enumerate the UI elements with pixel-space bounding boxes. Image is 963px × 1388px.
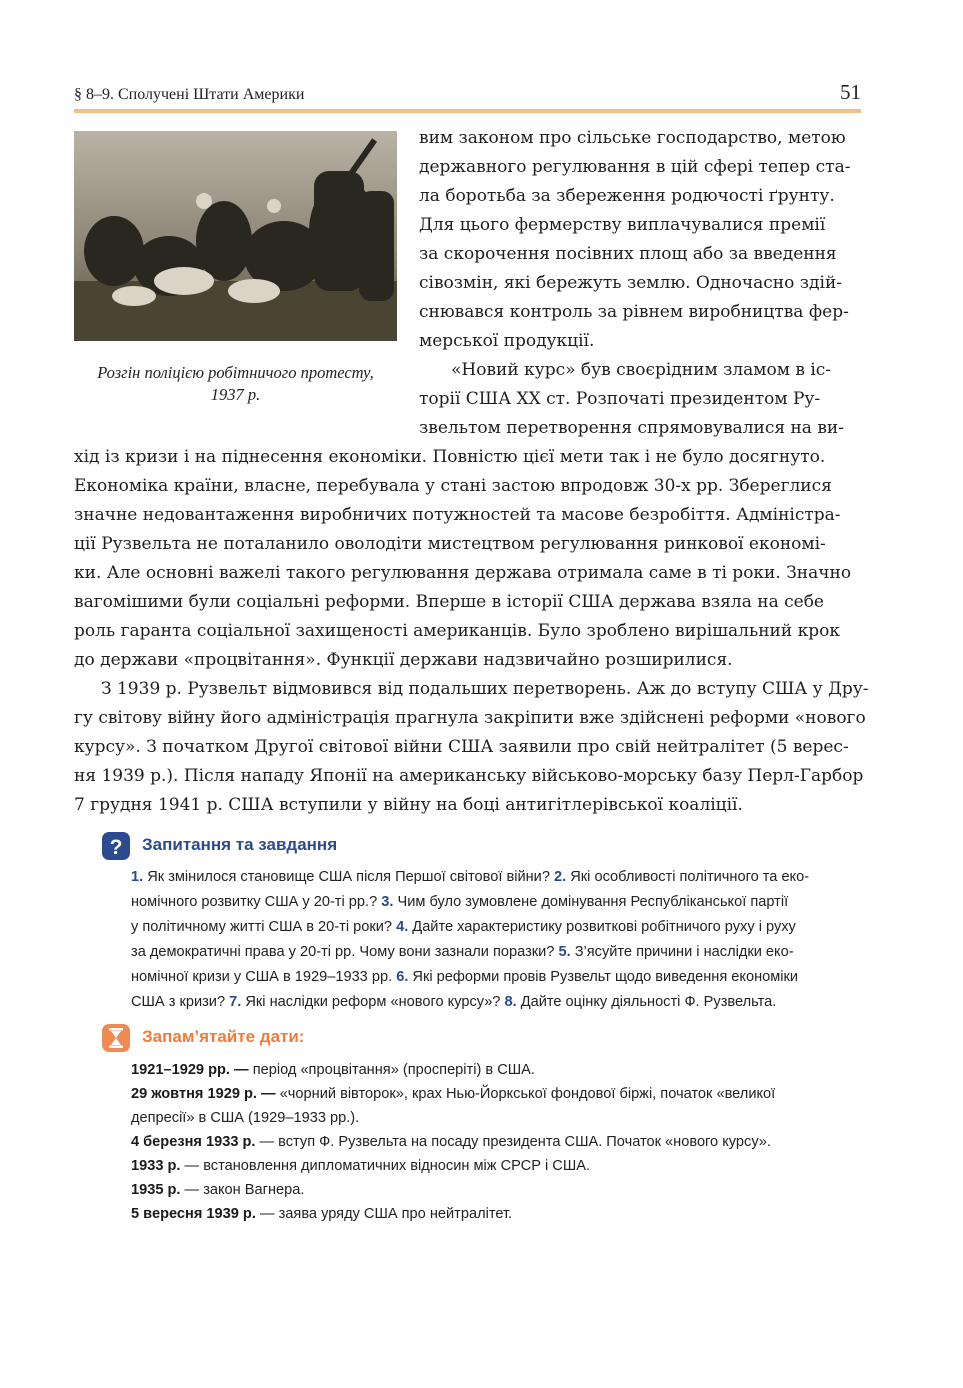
question-line: номічного розвитку США у 20-ті рр.? 3. Чим було зумовлене домінування Республіканської партії [131,894,789,910]
text-line: Для цього фермерству виплачувалися премії [419,215,826,235]
text-line: вагомішими були соціальні реформи. Вперше в історії США держава взяла на себе [74,592,824,612]
date-line: 1935 р. — закон Вагнера. [131,1182,305,1198]
question-line: у політичному житті США в 20-ті роки? 4. Дайте характеристику розвиткові робітничого руху і руху [131,919,796,935]
text-line: мерської продукції. [419,331,595,351]
text-line: роль гаранта соціальної захищеності американців. Було зроблено вирішальний крок [74,621,840,641]
date-line: 29 жовтня 1929 р. — «чорний вівторок», крах Нью-Йоркської фондової біржі, початок «великої [131,1086,776,1102]
text-line: Економіка країни, власне, перебувала у стані застою впродовж 30-х рр. Збереглися [74,476,832,496]
text-line: ції Рузвельта не поталанило оволодіти мистецтвом регулювання ринкової економі- [74,534,826,554]
text-line: ла боротьба за збереження родючості ґрунту. [419,186,835,206]
text-line: державного регулювання в цій сфері тепер ста- [419,157,851,177]
text-line: до держави «процвітання». Функції держави надзвичайно розширилися. [74,650,733,670]
page-number: 51 [840,80,861,104]
historical-photo [74,131,397,341]
text-line: сівозмін, які бережуть землю. Одночасно здій- [419,273,843,293]
question-icon [102,832,130,860]
question-line: номічної кризи у США в 1929–1933 рр. 6. Які реформи провів Рузвельт щодо виведення економіки [131,969,799,985]
text-line: значне недовантаження виробничих потужностей та масове безробіття. Адміністра- [74,505,841,525]
text-line: вим законом про сільське господарство, метою [419,128,846,148]
date-line: 4 березня 1933 р. — вступ Ф. Рузвельта на посаду президента США. Початок «нового курсу». [131,1134,771,1150]
date-line: 1933 р. — встановлення дипломатичних відносин між СРСР і США. [131,1158,591,1174]
running-title: § 8–9. Сполучені Штати Америки [74,86,305,103]
text-line: снювався контроль за рівнем виробництва фер- [419,302,849,322]
question-line: 1. Як змінилося становище США після Першої світової війни? 2. Які особливості політичного та еко- [131,869,810,885]
text-line: гу світову війну його адміністрація прагнула закріпити вже здійснені реформи «нового [74,708,866,728]
date-line: 5 вересня 1939 р. — заява уряду США про нейтралітет. [131,1206,513,1222]
text-line: за скорочення посівних площ або за введення [419,244,837,264]
dates-title: Запам’ятайте дати: [142,1027,305,1046]
header-rule [74,109,861,113]
text-line: курсу». З початком Другої світової війни США заявили про свій нейтралітет (5 верес- [74,737,849,757]
page-header [74,78,861,110]
question-line: США з кризи? 7. Які наслідки реформ «нового курсу»? 8. Дайте оцінку діяльності Ф. Рузвельта. [131,994,777,1010]
hourglass-icon [102,1024,130,1052]
text-line: ня 1939 р.). Після нападу Японії на американську військово-морську базу Перл-Гарбор [74,766,864,786]
text-line: торії США XX ст. Розпочаті президентом Ру- [419,389,821,409]
text-line: 7 грудня 1941 р. США вступили у війну на боці антигітлерівської коаліції. [74,795,743,815]
photo-caption [74,362,397,406]
questions-title: Запитання та завдання [142,835,338,854]
date-line: 1921–1929 рр. — період «процвітання» (просперіті) в США. [131,1062,535,1078]
svg-text:?: ? [109,836,123,859]
caption-line: Розгін поліцією робітничого протесту, [97,363,374,382]
caption-line: 1937 р. [210,385,261,404]
question-line: за демократичні права у 20-ті рр. Чому вони зазнали поразки? 5. З’ясуйте причини і наслідки еко- [131,944,794,960]
text-line: З 1939 р. Рузвельт відмовився від подальших перетворень. Аж до вступу США у Дру- [101,679,869,699]
protest-photo-illustration [74,131,397,341]
text-line: хід із кризи і на піднесення економіки. Повністю цієї мети так і не було досягнуто. [74,447,826,467]
text-line: ки. Але основні важелі такого регулювання держава отримала саме в ті роки. Значно [74,563,852,583]
text-line: «Новий курс» був своєрідним зламом в іс- [451,360,832,380]
text-line: звельтом перетворення спрямовувалися на ви- [419,418,844,438]
date-line: депресії» в США (1929–1933 рр.). [131,1110,360,1126]
